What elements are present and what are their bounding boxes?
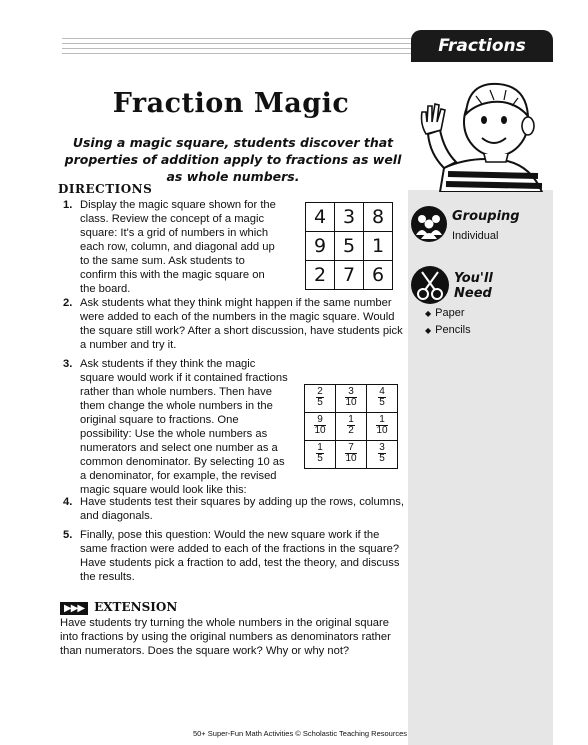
- page-footer: 50+ Super-Fun Math Activities © Scholastic Teaching Resources: [192, 729, 408, 738]
- fraction: [316, 387, 324, 408]
- fraction: [345, 387, 356, 408]
- fraction-cell: [305, 441, 336, 469]
- denominator: 10: [314, 425, 326, 436]
- scissors-supplies-icon: [410, 264, 450, 306]
- directions-heading: DIRECTIONS: [58, 182, 153, 196]
- step-number: 2.: [63, 297, 73, 309]
- fraction: [316, 443, 324, 464]
- magic-square-cell: 9: [306, 232, 335, 261]
- magic-square-cell: 3: [335, 203, 364, 232]
- numerator: 7: [345, 443, 356, 454]
- grouping-value: Individual: [452, 230, 499, 242]
- step-text: Finally, pose this question: Would the new square work if the same fraction were added to each of the fractions in the square? Have students pick a fraction to add, test the theory, and discuss the results.: [80, 529, 400, 583]
- topic-tab: Fractions: [411, 30, 553, 62]
- fraction: [314, 415, 325, 436]
- ruled-lines: [62, 38, 418, 60]
- fraction-cell: [336, 441, 367, 469]
- triple-arrow-icon: ▶▶▶: [60, 602, 88, 615]
- step-number: 4.: [63, 496, 73, 508]
- fraction: [376, 415, 387, 436]
- direction-step-4: [63, 495, 408, 523]
- magic-square-cell: 2: [306, 261, 335, 290]
- boy-waving-illustration: [410, 64, 555, 192]
- denominator: 2: [348, 425, 354, 436]
- numerator: 1: [317, 442, 323, 453]
- numerator: 3: [379, 442, 385, 453]
- denominator: 5: [317, 397, 323, 408]
- magic-square-cell: 1: [364, 232, 393, 261]
- numerator: 3: [345, 387, 356, 398]
- numerator: 9: [314, 415, 325, 426]
- need-item-label: Pencils: [435, 324, 471, 336]
- magic-square-cell: 4: [306, 203, 335, 232]
- youll-need-heading-line2: Need: [454, 286, 492, 301]
- extension-heading-label: EXTENSION: [94, 600, 178, 614]
- step-text: Have students test their squares by adding up the rows, columns, and diagonals.: [80, 496, 404, 522]
- direction-step-5: [63, 528, 408, 584]
- youll-need-heading-line1: You'll: [454, 271, 493, 286]
- numerator: 4: [379, 386, 385, 397]
- numerator: 2: [317, 386, 323, 397]
- direction-step-1: [63, 198, 283, 296]
- magic-square-cell: 5: [335, 232, 364, 261]
- denominator: 10: [345, 453, 357, 464]
- denominator: 5: [379, 453, 385, 464]
- magic-square-whole-numbers: [305, 202, 393, 290]
- fraction: [378, 443, 386, 464]
- numerator: 1: [376, 415, 387, 426]
- denominator: 5: [317, 453, 323, 464]
- fraction-cell: [367, 441, 398, 469]
- extension-text: Have students try turning the whole numbers in the original square into fractions by using the original numbers as denominators rather than numerators. Does the square work? Why or why not?: [60, 617, 391, 657]
- step-number: 1.: [63, 199, 73, 211]
- fraction-cell: [305, 385, 336, 413]
- denominator: 5: [379, 397, 385, 408]
- diamond-bullet-icon: ◆: [425, 326, 432, 335]
- extension-heading: [60, 600, 177, 615]
- step-text: Display the magic square shown for the class. Review the concept of a magic square: It's a grid of numbers in which each row, column, and diagonal add up to the same sum. Ask students to confirm this with the magic square on the board.: [80, 199, 276, 295]
- page-subtitle: Using a magic square, students discover that properties of addition apply to fractions as well as whole numbers.: [64, 135, 402, 184]
- fraction: [378, 387, 386, 408]
- group-of-people-icon: [410, 205, 448, 243]
- fraction-cell: [367, 385, 398, 413]
- need-item-pencils: [425, 324, 471, 336]
- youll-need-heading: [454, 271, 493, 301]
- magic-square-cell: 7: [335, 261, 364, 290]
- need-item-label: Paper: [435, 307, 465, 319]
- magic-square-fractions: [304, 384, 398, 469]
- magic-square-cell: 6: [364, 261, 393, 290]
- page-title: Fraction Magic: [112, 88, 350, 119]
- need-item-paper: [425, 307, 465, 319]
- fraction: [345, 443, 356, 464]
- grouping-heading: Grouping: [452, 209, 520, 224]
- fraction-cell: [305, 413, 336, 441]
- fraction: [347, 415, 355, 436]
- direction-step-3: [63, 357, 291, 497]
- magic-square-cell: 8: [364, 203, 393, 232]
- step-number: 5.: [63, 529, 73, 541]
- direction-step-2: [63, 296, 408, 352]
- fraction-cell: [336, 413, 367, 441]
- denominator: 10: [376, 425, 388, 436]
- step-text: Ask students if they think the magic square would work if it contained fractions rather than whole numbers. Then have them change the whole numbers in the original square to fractions. One possibility: Use the whole numbers as numerators and select one number as a common denominator. By selecting 10 as a denominator, for example, the revised magic square would look like this:: [80, 358, 288, 496]
- denominator: 10: [345, 397, 357, 408]
- fraction-cell: [336, 385, 367, 413]
- step-number: 3.: [63, 358, 73, 370]
- diamond-bullet-icon: ◆: [425, 309, 432, 318]
- step-text: Ask students what they think might happen if the same number were added to each of the numbers in the magic square. Would the square still work? After a short discussion, have students pick a number and try it.: [80, 297, 403, 351]
- numerator: 1: [348, 414, 354, 425]
- fraction-cell: [367, 413, 398, 441]
